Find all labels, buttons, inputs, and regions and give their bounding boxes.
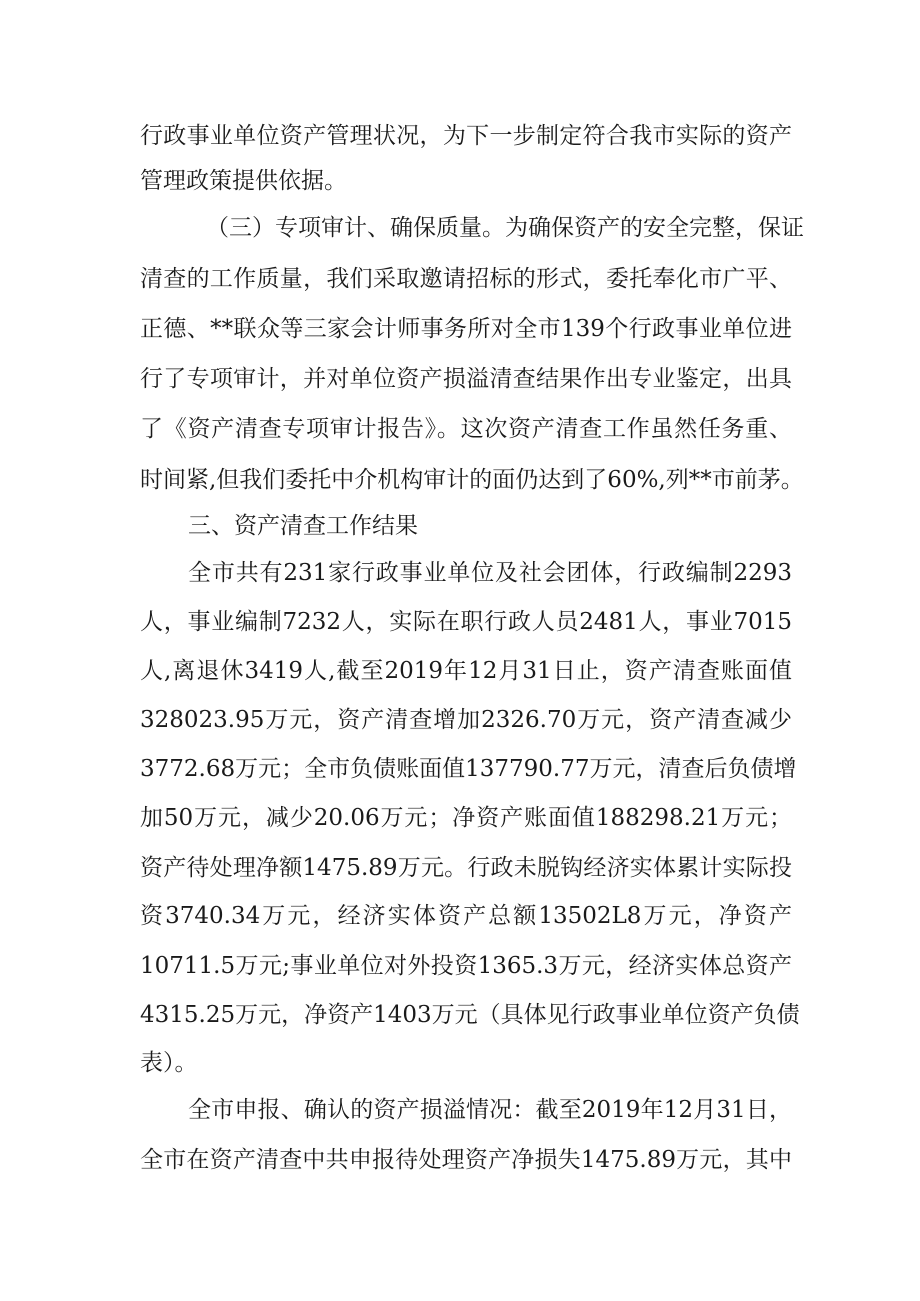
text-line: 全市共有231家行政事业单位及社会团体，行政编制2293 <box>188 560 792 586</box>
text-line: 正德、**联众等三家会计师事务所对全市139个行政事业单位进 <box>140 316 792 342</box>
text-line: 时间紧,但我们委托中介机构审计的面仍达到了60%,列**市前茅。 <box>140 467 804 493</box>
section-heading-special-audit: （三）专项审计、确保质量。为确保资产的安全完整，保证 <box>206 215 804 241</box>
text-line: 资产待处理净额1475.89万元。行政未脱钩经济实体累计实际投 <box>140 855 792 881</box>
text-line: 328023.95万元，资产清查增加2326.70万元，资产清查减少 <box>140 707 792 733</box>
text-line: 资3740.34万元，经济实体资产总额13502L8万元，净资产 <box>140 903 792 929</box>
text-line: 10711.5万元;事业单位对外投资1365.3万元，经济实体总资产 <box>140 953 792 979</box>
text-line: 管理政策提供依据。 <box>140 168 347 194</box>
text-line: 表）。 <box>140 1050 198 1076</box>
text-line: 行了专项审计，并对单位资产损溢清查结果作出专业鉴定，出具 <box>140 366 792 392</box>
text-line: 人,离退休3419人,截至2019年12月31日止，资产清查账面值 <box>140 658 792 684</box>
text-line: 全市申报、确认的资产损溢情况：截至2019年12月31日， <box>188 1097 792 1123</box>
section-heading-results: 三、资产清查工作结果 <box>188 513 418 539</box>
text-line: 行政事业单位资产管理状况，为下一步制定符合我市实际的资产 <box>140 123 792 149</box>
text-line: 清查的工作质量，我们采取邀请招标的形式，委托奉化市广平、 <box>140 266 792 292</box>
text-line: 人，事业编制7232人，实际在职行政人员2481人，事业7015 <box>140 609 792 635</box>
text-line: 全市在资产清查中共申报待处理资产净损失1475.89万元，其中 <box>140 1147 792 1173</box>
text-line: 3772.68万元；全市负债账面值137790.77万元，清查后负债增 <box>140 756 797 782</box>
text-line: 加50万元，减少20.06万元；净资产账面值188298.21万元； <box>140 805 792 831</box>
text-line: 4315.25万元，净资产1403万元（具体见行政事业单位资产负债 <box>140 1002 800 1028</box>
text-line: 了《资产清查专项审计报告》。这次资产清查工作虽然任务重、 <box>140 416 792 442</box>
